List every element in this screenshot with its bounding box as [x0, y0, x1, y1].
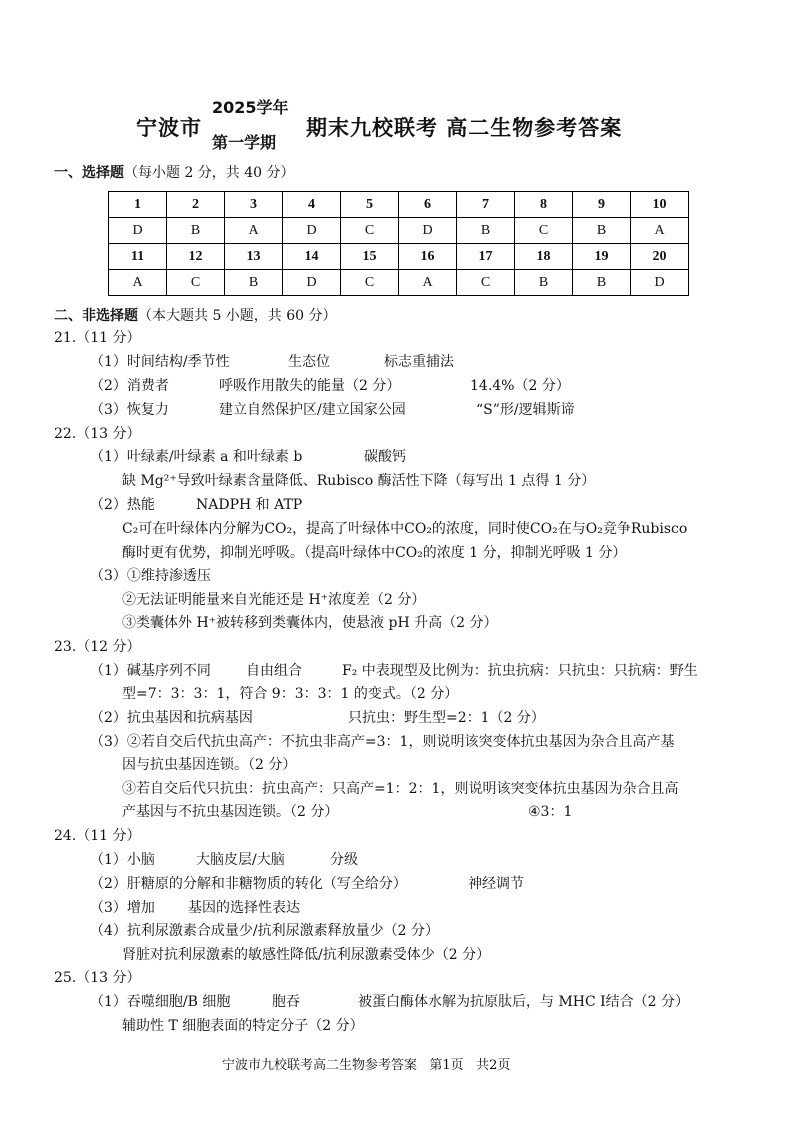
- q21-answer: 生态位: [288, 354, 330, 370]
- q22-answer: C₂可在叶绿体内分解为CO₂，提高了叶绿体中CO₂的浓度，同时使CO₂在与O₂竞争Rubisco: [122, 521, 688, 537]
- answer-cell: A: [109, 270, 167, 296]
- question-number: 2: [167, 192, 225, 218]
- q22-answer: （3）①维持渗透压: [90, 568, 211, 584]
- question-number: 12: [167, 244, 225, 270]
- question-number: 5: [341, 192, 399, 218]
- answer-cell: D: [399, 218, 457, 244]
- q22-answer: （1）叶绿素/叶绿素 a 和叶绿素 b: [90, 449, 303, 465]
- answer-cell: B: [457, 218, 515, 244]
- q25-answer: 辅助性 T 细胞表面的特定分子（2 分）: [122, 1018, 364, 1034]
- q23-answer: F₂ 中表现型及比例为：抗虫抗病：只抗虫：只抗病：野生: [342, 663, 698, 679]
- q23-answer: 只抗虫：野生型=2：1（2 分）: [348, 710, 545, 726]
- q22-answer: 碳酸钙: [364, 449, 406, 465]
- q22-answer: 缺 Mg²⁺导致叶绿素含量降低、Rubisco 酶活性下降（每写出 1 点得 1 分）: [122, 473, 596, 489]
- section1-heading: 一、选择题（每小题 2 分，共 40 分）: [54, 165, 295, 181]
- q23-answer: 自由组合: [246, 663, 302, 679]
- q21-answer: 14.4%（2 分）: [470, 378, 570, 394]
- q21-answer: “S”形/逻辑斯谛: [476, 402, 575, 418]
- question-number: 17: [457, 244, 515, 270]
- answer-cell: C: [341, 270, 399, 296]
- q24-answer: 神经调节: [468, 876, 524, 892]
- question-number: 11: [109, 244, 167, 270]
- q21-heading: 21.（11 分）: [54, 330, 141, 346]
- title-year-top: 2025学年: [212, 98, 289, 117]
- q24-answer: 大脑皮层/大脑: [196, 852, 285, 868]
- question-number: 4: [283, 192, 341, 218]
- section2-heading: 二、非选择题（本大题共 5 小题，共 60 分）: [54, 308, 337, 324]
- answer-cell: D: [283, 270, 341, 296]
- question-number: 13: [225, 244, 283, 270]
- q24-answer: 肾脏对抗利尿激素的敏感性降低/抗利尿激素受体少（2 分）: [122, 947, 491, 963]
- q21-answer: 呼吸作用散失的能量（2 分）: [219, 378, 401, 394]
- q24-answer: （3）增加: [90, 900, 155, 916]
- q21-answer: （1）时间结构/季节性: [90, 354, 230, 370]
- table-row: [109, 218, 689, 244]
- question-number: 10: [631, 192, 689, 218]
- q23-answer: ④3：1: [528, 804, 573, 820]
- question-number: 19: [573, 244, 631, 270]
- question-number: 6: [399, 192, 457, 218]
- question-number: 15: [341, 244, 399, 270]
- answer-cell: A: [225, 218, 283, 244]
- q23-answer: 产基因与不抗虫基因连锁。（2 分）: [122, 804, 339, 820]
- q22-answer: （2）热能: [90, 497, 155, 513]
- q24-answer: （2）肝糖原的分解和非糖物质的转化（写全给分）: [90, 876, 407, 892]
- q24-answer: （1）小脑: [90, 852, 155, 868]
- answer-cell: B: [573, 218, 631, 244]
- q25-answer: 胞吞: [272, 994, 300, 1010]
- question-number: 16: [399, 244, 457, 270]
- title-prefix: 宁波市: [136, 116, 202, 140]
- q21-answer: 建立自然保护区/建立国家公园: [219, 402, 406, 418]
- q24-heading: 24.（11 分）: [54, 828, 141, 844]
- q24-answer: 基因的选择性表达: [188, 900, 300, 916]
- q23-answer: 型=7：3：3：1，符合 9：3：3：1 的变式。（2 分）: [122, 686, 459, 702]
- q23-answer: （1）碱基序列不同: [90, 663, 211, 679]
- answer-cell: B: [515, 270, 573, 296]
- table-row: [109, 192, 689, 218]
- q24-answer: （4）抗利尿激素合成量少/抗利尿激素释放量少（2 分）: [90, 923, 439, 939]
- answer-cell: B: [167, 218, 225, 244]
- answer-cell: C: [167, 270, 225, 296]
- q22-answer: ③类囊体外 H⁺被转移到类囊体内，使悬液 pH 升高（2 分）: [122, 615, 498, 631]
- q23-answer: 因与抗虫基因连锁。（2 分）: [122, 757, 297, 773]
- q25-answer: （1）吞噬细胞/B 细胞: [90, 994, 231, 1010]
- answer-cell: A: [631, 218, 689, 244]
- q21-answer: 标志重捕法: [384, 354, 454, 370]
- q22-answer: ②无法证明能量来自光能还是 H⁺浓度差（2 分）: [122, 592, 426, 608]
- question-number: 14: [283, 244, 341, 270]
- table-row: [109, 270, 689, 296]
- question-number: 7: [457, 192, 515, 218]
- table-row: [109, 244, 689, 270]
- q25-answer: 被蛋白酶体水解为抗原肽后，与 MHC I结合（2 分）: [358, 994, 690, 1010]
- title-suffix: 期末九校联考 高二生物参考答案: [306, 116, 623, 140]
- question-number: 8: [515, 192, 573, 218]
- answer-cell: D: [283, 218, 341, 244]
- answer-cell: D: [631, 270, 689, 296]
- answer-cell: A: [399, 270, 457, 296]
- question-number: 3: [225, 192, 283, 218]
- q21-answer: （3）恢复力: [90, 402, 169, 418]
- q25-heading: 25.（13 分）: [54, 970, 141, 986]
- question-number: 18: [515, 244, 573, 270]
- q22-heading: 22.（13 分）: [54, 426, 141, 442]
- q22-answer: NADPH 和 ATP: [196, 497, 303, 513]
- answer-cell: D: [109, 218, 167, 244]
- q23-answer: ③若自交后代只抗虫：抗虫高产：只高产=1：2：1，则说明该突变体抗虫基因为杂合且高: [122, 781, 679, 797]
- answer-cell: C: [515, 218, 573, 244]
- q21-answer: （2）消费者: [90, 378, 169, 394]
- q23-answer: （3）②若自交后代抗虫高产：不抗虫非高产=3：1，则说明该突变体抗虫基因为杂合且高产基: [90, 734, 675, 750]
- title-year-bottom: 第一学期: [212, 133, 277, 152]
- answer-cell: C: [341, 218, 399, 244]
- q23-answer: （2）抗虫基因和抗病基因: [90, 710, 253, 726]
- question-number: 9: [573, 192, 631, 218]
- question-number: 1: [109, 192, 167, 218]
- q24-answer: 分级: [330, 852, 358, 868]
- answer-cell: B: [573, 270, 631, 296]
- question-number: 20: [631, 244, 689, 270]
- answer-cell: C: [457, 270, 515, 296]
- answer-cell: B: [225, 270, 283, 296]
- answer-table: [108, 191, 689, 296]
- q22-answer: 酶时更有优势，抑制光呼吸。（提高叶绿体中CO₂的浓度 1 分，抑制光呼吸 1 分）: [122, 545, 627, 561]
- page-footer: 宁波市九校联考高二生物参考答案 第1页 共2页: [222, 1058, 511, 1073]
- q23-heading: 23.（12 分）: [54, 639, 141, 655]
